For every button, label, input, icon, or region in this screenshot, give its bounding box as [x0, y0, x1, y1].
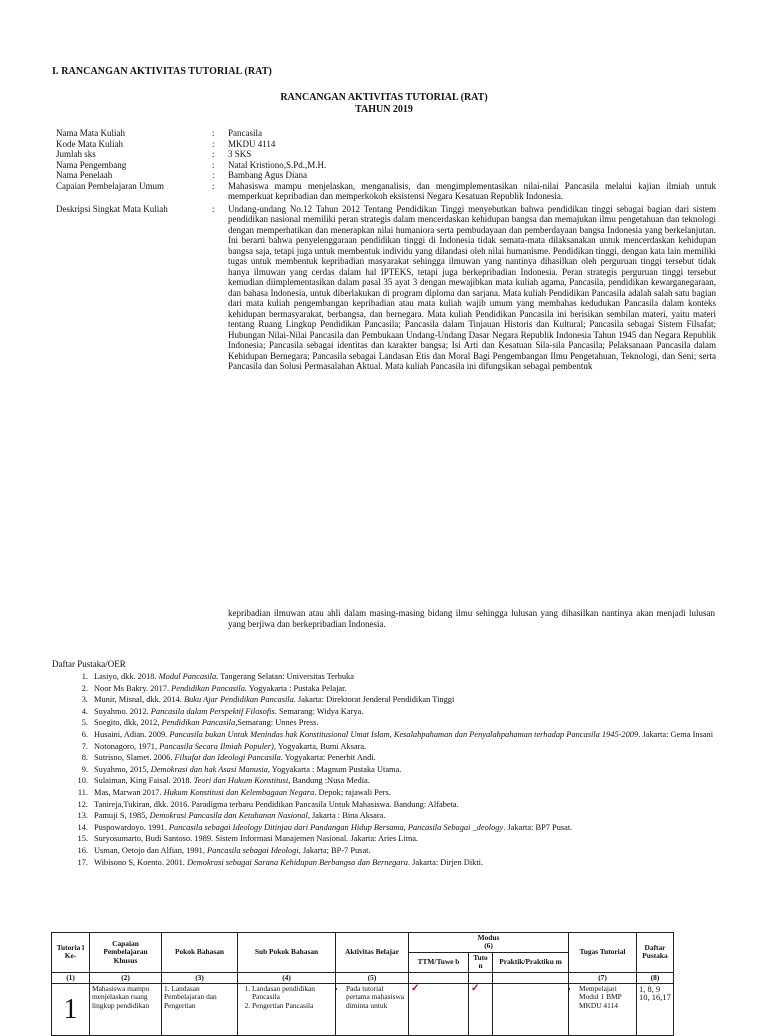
bibliography-text: [94, 787, 728, 799]
col-number: (5): [336, 972, 409, 983]
header-sub-pokok-bahasan: Sub Pokok Bahasan: [238, 933, 336, 973]
bibliography-item: [68, 822, 728, 834]
ttm-cell: [409, 984, 469, 1036]
bibliography-text: [94, 694, 728, 706]
bibliography-number: 1.: [81, 672, 88, 681]
info-row-nama-penelaah: [56, 170, 716, 181]
bibliography-publisher: . Jakarta: Gema Insani: [638, 729, 714, 739]
info-row-nama-pengembang: [56, 160, 716, 171]
bibliography-author: Husaini, Adian. 2009.: [94, 729, 170, 739]
header-pokok-bahasan: Pokok Bahasan: [162, 933, 238, 973]
sub-pokok-cell: [238, 984, 336, 1036]
info-colon: :: [212, 149, 215, 159]
bibliography-text: [94, 833, 728, 845]
bibliography-number: 10.: [77, 776, 88, 786]
bibliography-item: [68, 694, 728, 706]
sub-pokok-item: 2. Pengertian Pancasila: [252, 1002, 333, 1010]
bibliography-author: Puspowardoyo. 1991.: [94, 822, 169, 832]
bibliography-text: [94, 857, 728, 869]
bibliography-title: Hukum Konstitusi dan Kelembagaan Negara: [163, 787, 315, 797]
bibliography-text: [94, 799, 728, 811]
praktik-cell: [493, 984, 569, 1036]
info-value: Mahasiswa mampu menjelaskan, menganalisis, dan mengimplementasikan nilai-nilai Pancasila melalui kajian ilmiah untuk memperkuat kepribadian dan memperkokoh eksistensi Negara Kesatuan Republik Indonesia.: [228, 180, 716, 201]
header-tutorial: Tutoria l Ke-: [52, 933, 90, 973]
bibliography-title: Pancasila bukan Untuk Menindas hak Konstitusional Umat Islam, Kesalahpahaman dan Penyalahpahaman terhadap Pancasila 1945-2009: [169, 729, 639, 739]
info-label: Kode Mata Kuliah: [56, 138, 123, 149]
bibliography-text: [94, 822, 728, 834]
bibliography-number: 15.: [77, 834, 88, 844]
bibliography-number: 17.: [77, 857, 88, 867]
table-row: [52, 984, 674, 1036]
bibliography-number: 9.: [81, 764, 88, 774]
document-year: TAHUN 2019: [355, 104, 413, 115]
capaian-cell: Mahasiswa mampu menjelaskan ruang lingkup pendidikan: [90, 984, 162, 1036]
bibliography-title: Modul Pancasila: [158, 672, 217, 681]
bibliography-item: [68, 741, 728, 753]
bibliography-text: [94, 717, 728, 729]
bibliography-item: [68, 683, 728, 695]
bibliography-text: [94, 671, 728, 683]
bibliography-text: [94, 775, 728, 787]
bibliography-item: [68, 706, 728, 718]
bibliography-number: 6.: [81, 729, 88, 739]
bibliography-title: Buku Ajar Pendidikan Pancasila.: [183, 695, 296, 705]
bibliography-text: [94, 752, 728, 764]
bibliography-text: [94, 764, 728, 776]
rat-table: [51, 932, 674, 1036]
table-header-row: [52, 933, 674, 953]
bibliography-author: Wibisono S, Koento. 2001.: [94, 857, 187, 867]
header-aktivitas: Aktivitas Belajar: [336, 933, 409, 973]
col-number: (8): [637, 972, 674, 983]
bibliography-text: [94, 741, 728, 753]
col-number: (4): [238, 972, 336, 983]
bibliography-item: [68, 799, 728, 811]
col-number: (1): [52, 972, 90, 983]
info-colon: :: [212, 203, 215, 214]
bibliography-author: Pamuji S, 1985,: [94, 811, 150, 821]
bibliography-number: 13.: [77, 811, 88, 821]
info-row-jumlah-sks: [56, 149, 716, 160]
aktivitas-item: • Pada tutorial pertama mahasiswa diminta untuk: [346, 985, 406, 1010]
info-row-capaian: [56, 181, 716, 202]
bibliography-publisher: . Tangerang Selatan: Universitas Terbuka: [216, 672, 354, 681]
check-icon: ✓: [411, 983, 420, 995]
bibliography-number: 11.: [77, 787, 88, 797]
bibliography-author: Mas, Marwan 2017.: [94, 787, 164, 797]
info-colon: :: [212, 170, 215, 180]
header-capaian: Capaian Pembelajaran Khusus: [90, 933, 162, 973]
bibliography-item: [68, 717, 728, 729]
bibliography-title: Filsafat dan Ideologi Pancasila: [174, 753, 281, 763]
bibliography-title: Pendidikan Pancasila: [161, 718, 236, 728]
bibliography-title: Pendidikan Pancasila.: [171, 683, 247, 693]
bibliography-heading: Daftar Pustaka/OER: [52, 659, 126, 669]
bibliography-title: Pancasila dalam Perspektif Filosofis: [150, 706, 275, 716]
document-title: RANCANGAN AKTIVITAS TUTORIAL (RAT): [280, 92, 488, 103]
bibliography-publisher: , Yogyakarta, Bumi Aksara.: [273, 741, 367, 751]
bibliography-text: [94, 706, 728, 718]
pokok-bahasan-cell: 1. Landasan Pembelajaran dan Pengertian: [162, 984, 238, 1036]
col-number-empty: [469, 972, 493, 983]
bibliography-author: Munir, Misnal, dkk. 2014.: [94, 695, 184, 705]
bibliography-author: Suryosumarto, Budi Santoso. 1989. Sistem Informasi Manajemen Nasional. Jakarta: Aries Lima.: [94, 834, 419, 844]
col-number-empty: [409, 972, 469, 983]
bibliography-item: [68, 752, 728, 764]
bibliography-item: [68, 729, 728, 741]
header-modus: [409, 933, 569, 953]
info-label: Capaian Pembelajaran Umum: [56, 180, 164, 191]
bibliography-publisher: , Yogyakarta : Magnum Pustaka Utama.: [267, 764, 402, 774]
bibliography-item: [68, 787, 728, 799]
col-number: (3): [162, 972, 238, 983]
info-row-deskripsi: [56, 204, 716, 372]
desc-label: Deskripsi Singkat Mata Kuliah: [56, 203, 168, 214]
bibliography-author: Suyahmo. 2012.: [94, 706, 151, 716]
bibliography-title: Demokrasi dan hak Asasi Manusia: [150, 764, 268, 774]
info-value: 3 SKS: [228, 149, 252, 159]
bibliography-author: Usman, Oetojo dan Alfian, 1991,: [94, 845, 208, 855]
bibliography-number: 8.: [81, 753, 88, 763]
bibliography-title: Pancasila sebagai Ideology Ditinjau dari Pandangan Hidup Bersama, Pancasila Sebagai _deology: [168, 822, 504, 832]
bibliography-item: [68, 775, 728, 787]
info-colon: :: [212, 180, 215, 191]
header-tuton: Tuto n: [469, 952, 493, 972]
bibliography-number: 2.: [81, 683, 88, 693]
tugas-cell: [569, 984, 637, 1036]
course-info: [56, 128, 716, 372]
pustaka-ref-cell: 1, 8, 9 10, 16,17: [637, 984, 674, 1036]
bibliography-number: 16.: [77, 845, 88, 855]
bibliography-number: 14.: [77, 822, 88, 832]
bibliography-text: [94, 810, 728, 822]
bibliography-author: Lasiyo, dkk. 2018.: [94, 672, 159, 681]
info-label: Nama Pengembang: [56, 159, 127, 170]
bibliography-publisher: Yogyakarta : Pustaka Pelajar.: [246, 683, 347, 693]
bibliography-title: Teori dan Hukum Konstitusi: [193, 776, 289, 786]
check-icon: ✓: [471, 983, 480, 995]
bibliography-number: 5.: [81, 718, 88, 728]
bibliography-number: 12.: [77, 799, 88, 809]
info-label: Nama Mata Kuliah: [56, 128, 125, 138]
bibliography-title: Pancasila sebagai Ideologi: [207, 845, 299, 855]
bibliography-text: [94, 683, 728, 695]
bibliography-publisher: . Depok; rajawali Pers.: [314, 787, 391, 797]
bibliography-text: [94, 729, 728, 741]
bibliography-author: Sutrisno, Slamet. 2006.: [94, 753, 175, 763]
desc-continued: kepribadian ilmuwan atau ahli dalam masing-masing bidang ilmu sehingga lulusan yang dihasilkan nantinya akan menjadi lulusan yang berjiwa dan berkepribadian Indonesia.: [228, 608, 715, 629]
bibliography-publisher: Jakarta: Direktorat Jenderal Pendidikan Tinggi: [295, 695, 455, 705]
bibliography-author: Suyahmo, 2015,: [94, 764, 151, 774]
bibliography-text: [94, 845, 728, 857]
tuton-cell: [469, 984, 493, 1036]
info-label: Jumlah sks: [56, 149, 96, 159]
info-row-nama-mata-kuliah: [56, 128, 716, 139]
info-row-kode-mata-kuliah: [56, 139, 716, 150]
table-number-row: [52, 972, 674, 983]
bibliography-publisher: . Semarang: Widya Karya.: [274, 706, 364, 716]
sub-pokok-item: 1. Landasan pendidikan Pancasila: [252, 985, 333, 1002]
bibliography-author: Noor Ms Bakry. 2017.: [94, 683, 172, 693]
tugas-item: • Mempelajari Modul 1 BMP MKDU 4114: [579, 985, 634, 1010]
bibliography-list: [68, 671, 728, 868]
bibliography-item: [68, 845, 728, 857]
header-pustaka: Daftar Pustaka: [637, 933, 674, 973]
bibliography-author: Tanireja,Tukiran, dkk. 2016. Paradigma terbaru Pendidikan Pancasila Untuk Mahasiswa. Bandung: Alfabeta.: [94, 799, 459, 809]
bibliography-item: [68, 764, 728, 776]
bibliography-publisher: ,Semarang: Unnes Press.: [235, 718, 319, 728]
info-colon: :: [212, 128, 215, 138]
bibliography-title: Pancasila Secara Ilmiah Populer): [159, 741, 274, 751]
bibliography-publisher: , Jakarta : Bina Aksara.: [307, 811, 386, 821]
info-value: Pancasila: [228, 128, 262, 138]
header-modus-label: Modus: [477, 933, 500, 942]
bibliography-author: Sulaiman, King Faisal. 2018.: [94, 776, 194, 786]
bibliography-title: Demokrasi Pancasila dan Ketahanan Nasional: [149, 811, 308, 821]
bibliography-title: Demokrasi sebagai Sarana Kehidupan Berbangsa dan Bernegara: [186, 857, 408, 867]
info-label: Nama Penelaah: [56, 170, 113, 180]
header-praktik: Praktik/Praktiku m: [493, 952, 569, 972]
col-number: (2): [90, 972, 162, 983]
bibliography-author: Notonagoro, 1971,: [94, 741, 160, 751]
bibliography-number: 7.: [81, 741, 88, 751]
bibliography-item: [68, 810, 728, 822]
bibliography-item: [68, 833, 728, 845]
info-colon: :: [212, 138, 215, 149]
bibliography-item: [68, 857, 728, 869]
info-value: Bambang Agus Diana: [228, 170, 307, 180]
col-number-empty: [493, 972, 569, 983]
bibliography-item: [68, 671, 728, 683]
bibliography-number: 4.: [81, 706, 88, 716]
col-number: (7): [569, 972, 637, 983]
bibliography-publisher: , Jakarta; BP-7 Pusat.: [298, 845, 371, 855]
bibliography-author: Soegito, dkk, 2012,: [94, 718, 162, 728]
header-tugas: Tugas Tutorial: [569, 933, 637, 973]
section-heading: I. RANCANGAN AKTIVITAS TUTORIAL (RAT): [52, 66, 272, 77]
header-modus-number: (6): [484, 941, 493, 951]
info-colon: :: [212, 159, 215, 170]
info-value: MKDU 4114: [228, 138, 276, 149]
header-ttm: TTM/Tuwe b: [409, 952, 469, 972]
bibliography-number: 3.: [81, 695, 88, 705]
tutorial-number: 1: [52, 984, 90, 1036]
bibliography-publisher: . Jakarta: BP7 Pusat.: [503, 822, 573, 832]
bibliography-publisher: . Jakarta: Dirjen Dikti.: [407, 857, 484, 867]
desc-text: Undang-undang No.12 Tahun 2012 Tentang Pendidikan Tinggi menyebutkan bahwa pendidikan tinggi sebagai bagian dari sistem pendidikan nasional memiliki peran strategis dalam mencerdaskan kehidupan bangsa dan memajukan ilmu pengetahuan dan teknologi dengan memperhatikan dan menerapkan nilai humaniora serta pembudayaan dan pemberdayaan bangsa Indonesia yang berkelanjutan. Ini berarti bahwa penyelenggaraan pendidikan tinggi di Indonesia tidak semata-mata dilaksanakan untuk mencerdaskan kehidupan bangsa saja, tetapi juga untuk membentuk individu yang dilandasi oleh nilai humanisme. Pendidikan tinggi, dengan kata lain memiliki tugas untuk membentuk kepribadian masyarakat sehingga ilmuwan yang nantinya dihasilkan oleh perguruan tinggi tersebut tidak hanya ilmuwan yang cerdas dalam hal IPTEKS, tetapi juga berkepribadian Indonesia. Peran strategis perguruan tinggi tersebut kemudian diimplementasikan dalam pasal 35 ayat 3 dengan mewajibkan mata kuliah agama, Pancasila, pendidikan kewarganegaraan, dan bahasa Indonesia, untuk diberlakukan di program diploma dan sarjana. Mata kuliah Pendidikan Pancasila adalah salah satu bagian dari mata kuliah pengembangan kepribadian atau mata kuliah wajib umum yang membahas kedudukan Pancasila dalam konteks kehidupan bermasyarakat, berbangsa, dan bernegara. Mata kuliah Pendidikan Pancasila ini berisikan sembilan materi, yaitu materi tentang Ruang Lingkup Pendidikan Pancasila; Pancasila dalam Tinjauan Historis dan Kultural; Pancasila sebagai Sistem Filsafat; Hubungan Nilai-Nilai Pancasila dan Pembukaan Undang-Undang Dasar Negara Republik Indonesia Tahun 1945 dan Negara Republik Indonesia; Pancasila sebagai identitas dan karakter bangsa; Isi Arti dan Kesatuan Sila-sila Pancasila; Pelaksanaan Pancasila dalam Kehidupan Bernegara; Pancasila sebagai Landasan Etis dan Moral Bagi Pengembangan Ilmu Pengetahuan, Teknologi, dan Seni; serta Pancasila dan Solusi Permasalahan Aktual. Mata kuliah Pancasila ini difungsikan sebagai pembentuk: [228, 203, 716, 371]
info-value: Natal Kristiono,S.Pd.,M.H.: [228, 159, 327, 170]
bibliography-publisher: . Yogyakarta: Penerbit Andi.: [280, 753, 376, 763]
aktivitas-cell: [336, 984, 409, 1036]
bibliography-publisher: , Bandung :Nusa Media.: [288, 776, 370, 786]
